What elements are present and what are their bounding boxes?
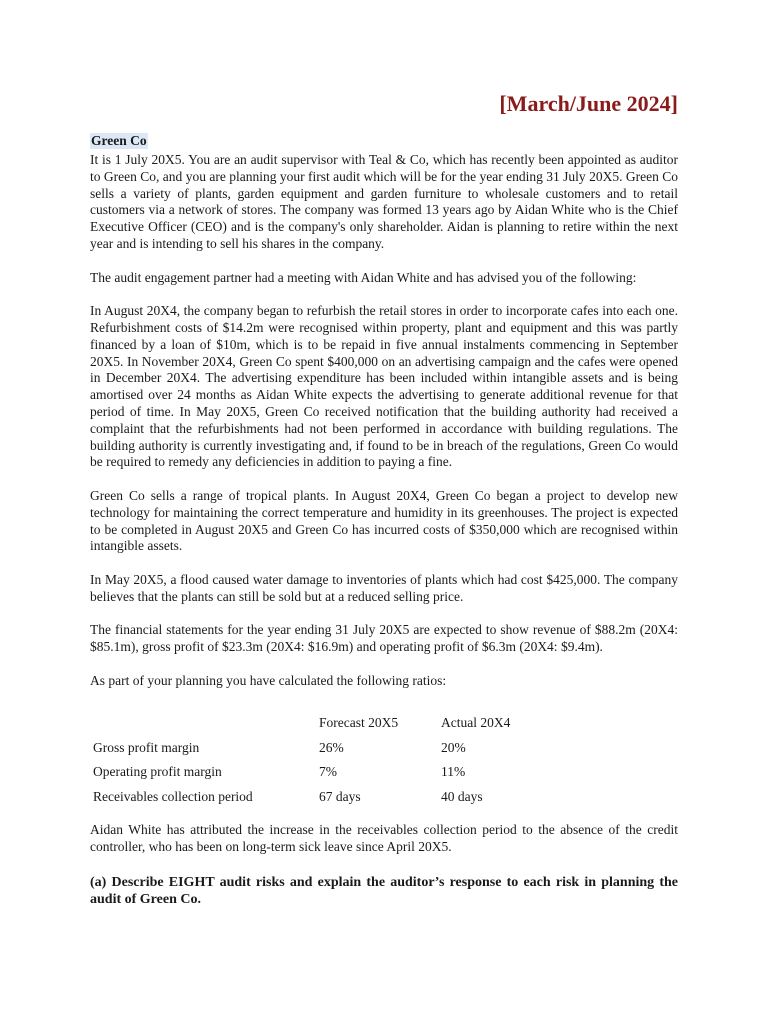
table-cell: Operating profit margin bbox=[93, 764, 222, 780]
paragraph-receivables: Aidan White has attributed the increase in the receivables collection period to the absence of the credit controller, who has been on long-term sick leave since April 20X5. bbox=[90, 822, 678, 854]
table-header-cell bbox=[90, 711, 319, 736]
ratios-table bbox=[90, 711, 561, 809]
paragraph-intro: It is 1 July 20X5. You are an audit supervisor with Teal & Co, which has recently been appointed as auditor to Green Co, and you are planning your first audit which will be for the year ending 31 July 20X5. Green Co sells a variety of plants, garden equipment and garden furniture to wholesale customers and to retail customers via a network of stores. The company was formed 13 years ago by Aidan White who is the Chief Executive Officer (CEO) and is the company's only shareholder. Aidan is planning to retire within the next year and is intending to sell his shares in the company. bbox=[90, 152, 678, 251]
table-header-cell: Forecast 20X5 bbox=[319, 715, 399, 731]
paragraph-tropical-plants: Green Co sells a range of tropical plants. In August 20X4, Green Co began a project to develop new technology for maintaining the correct temperature and humidity in its greenhouses. The project is expected to be completed in August 20X5 and Green Co has incurred costs of $350,000 which are recognised within intangible assets. bbox=[90, 487, 678, 554]
table-row bbox=[90, 736, 561, 761]
table-header-cell: Actual 20X4 bbox=[441, 715, 511, 731]
table-cell: 40 days bbox=[441, 788, 483, 804]
paragraph-partner-meeting: The audit engagement partner had a meeting with Aidan White and has advised you of the following: bbox=[90, 269, 637, 285]
table-cell: 26% bbox=[319, 739, 344, 755]
question-a: (a) Describe EIGHT audit risks and explain the auditor’s response to each risk in planning the audit of Green Co. bbox=[90, 875, 678, 907]
table-cell: 7% bbox=[319, 764, 337, 780]
paragraph-flood: In May 20X5, a flood caused water damage to inventories of plants which had cost $425,000. The company believes that the plants can still be sold but at a reduced selling price. bbox=[90, 571, 678, 604]
exam-session-title: [March/June 2024] bbox=[499, 91, 678, 116]
table-cell: Receivables collection period bbox=[93, 788, 253, 804]
paragraph-refurbishment: In August 20X4, the company began to refurbish the retail stores in order to incorporate cafes into each one. Refurbishment costs of $14.2m were recognised within property, plant and equipment and this was partly financed by a loan of $10m, which is to be repaid in five annual instalments commencing in September 20X5. In November 20X4, Green Co spent $400,000 on an advertising campaign and the cafes were opened in December 20X4. The advertising expenditure has been included within intangible assets and is being amortised over 24 months as Aidan White expects the advertising to generate additional revenue for that period of time. In May 20X5, Green Co received notification that the building authority had received a complaint that the refurbishments had not been performed in accordance with building regulations. The building authority is currently investigating and, if found to be in breach of the regulations, Green Co would be required to remedy any deficiencies in addition to paying a fine. bbox=[90, 303, 678, 470]
table-header-row bbox=[90, 711, 561, 736]
table-cell: 67 days bbox=[319, 788, 361, 804]
table-cell: Gross profit margin bbox=[93, 739, 200, 755]
table-row bbox=[90, 760, 561, 785]
case-title: Green Co bbox=[91, 133, 147, 148]
paragraph-financials: The financial statements for the year ending 31 July 20X5 are expected to show revenue of $88.2m (20X4: $85.1m), gross profit of $23.3m (20X4: $16.9m) and operating profit of $6.3m (20X4: $9.4m). bbox=[90, 622, 678, 655]
case-body bbox=[90, 152, 678, 706]
table-cell: 11% bbox=[441, 764, 466, 780]
paragraph-ratios-intro: As part of your planning you have calculated the following ratios: bbox=[90, 672, 447, 688]
table-cell: 20% bbox=[441, 739, 466, 755]
table-row bbox=[90, 785, 561, 810]
